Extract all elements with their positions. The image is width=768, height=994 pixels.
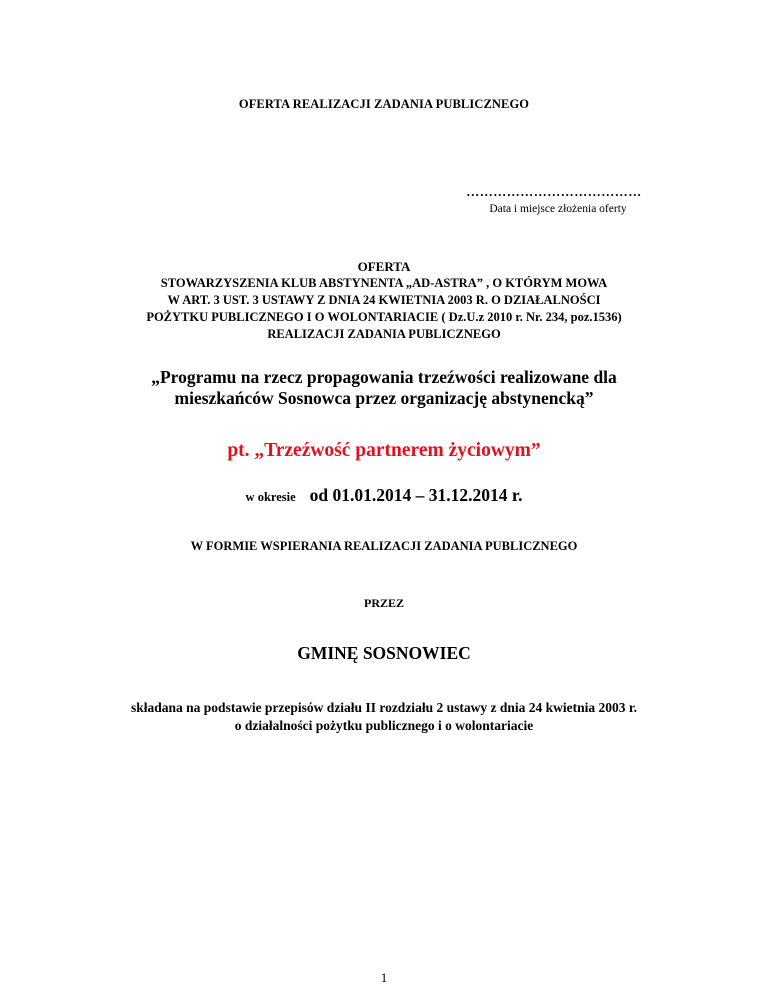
period-label: w okresie [245,490,296,504]
offer-line: REALIZACJI ZADANIA PUBLICZNEGO [267,327,501,341]
program-title-line: „Programu na rzecz propagowania trzeźwości realizowane dla [151,367,617,387]
period-value: od 01.01.2014 – 31.12.2014 r. [309,485,523,505]
support-form-line: W FORMIE WSPIERANIA REALIZACJI ZADANIA PUBLICZNEGO [190,539,578,553]
offer-heading: OFERTA [357,259,411,274]
program-title-line: mieszkańców Sosnowca przez organizację abstynencką” [174,388,594,408]
document-header-title: OFERTA REALIZACJI ZADANIA PUBLICZNEGO [238,97,530,111]
offer-line: STOWARZYSZENIA KLUB ABSTYNENTA „AD-ASTRA” , O KTÓRYM MOWA [160,276,608,290]
offer-block [0,258,768,343]
period-line [0,485,768,506]
by-label: PRZEZ [363,596,404,610]
page-number: 1 [380,970,388,985]
legal-basis-line: o działalności pożytku publicznego i o wolontariacie [234,718,534,733]
date-place-caption: Data i miejsce złożenia oferty [489,203,627,215]
date-place-field [464,185,644,216]
legal-basis-line: składana na podstawie przepisów działu II rozdziału 2 ustawy z dnia 24 kwietnia 2003 r. [131,700,637,715]
offer-line: W ART. 3 UST. 3 USTAWY Z DNIA 24 KWIETNIA 2003 R. O DZIAŁALNOŚCI [167,293,601,307]
offer-line: POŻYTKU PUBLICZNEGO I O WOLONTARIACIE ( Dz.U.z 2010 r. Nr. 234, poz.1536) [146,310,622,324]
date-placeholder-dots: ………………………………… [466,184,642,199]
task-subtitle: pt. „Trzeźwość partnerem życiowym” [227,440,541,461]
program-title [0,367,768,409]
legal-basis [0,699,768,735]
municipality-name: GMINĘ SOSNOWIEC [297,643,471,663]
